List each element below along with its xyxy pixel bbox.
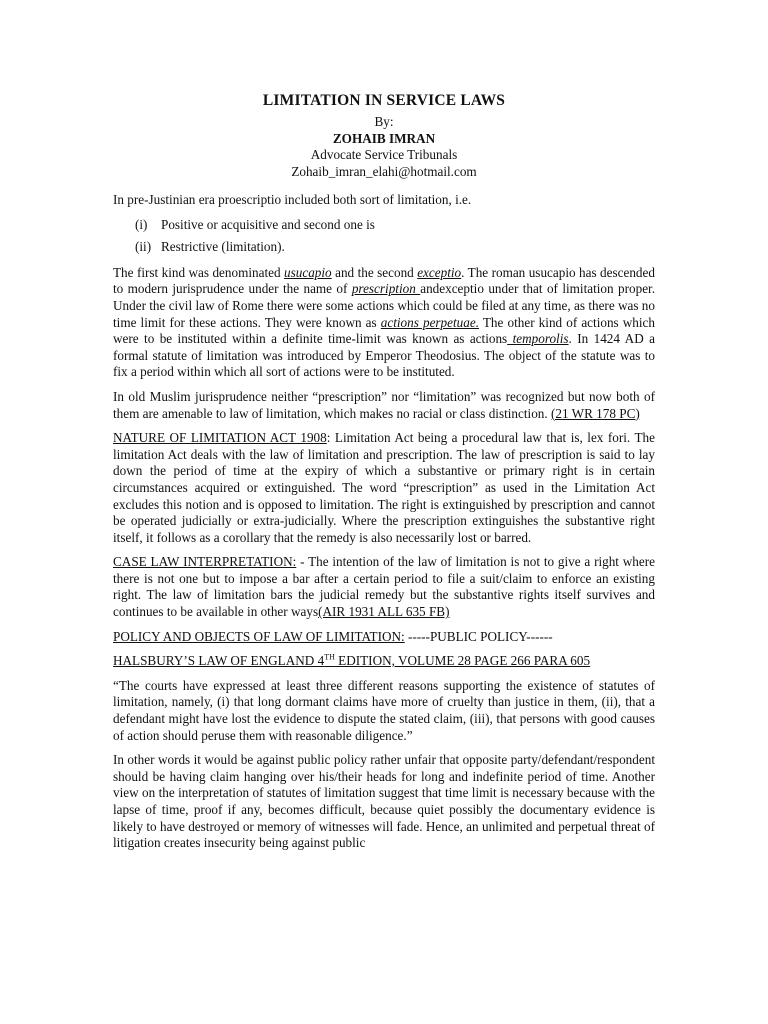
term-exceptio: exceptio bbox=[417, 264, 462, 280]
author-designation: Advocate Service Tribunals bbox=[310, 147, 458, 162]
superscript: TH bbox=[324, 652, 335, 662]
text-run: : Limitation Act being a procedural law that is, lex fori. The limitation Act deals with the law of limitation and prescription. The law of prescription is said to lay down the period of time at the expiry of which a substantive or primary right is in certain circumstances acquired or extinguished. The word “prescription” as used in the Limitation Act excludes this notion and is opposed to limitation. The right is extinguished by prescription and cannot be operated judicially or extra-judicially. Where the prescription extinguishes the substantive right itself, it follows as a corollary that the remedy is also necessarily lost or barred. bbox=[113, 430, 655, 545]
text-run: The other kind of actions which were to be instituted within a definite time-limit was known as actions bbox=[113, 314, 656, 347]
section-heading: CASE LAW INTERPRETATION: bbox=[113, 554, 297, 570]
text-run: HALSBURY’S LAW OF ENGLAND 4 bbox=[113, 653, 325, 669]
paragraph-roman-law bbox=[113, 265, 655, 381]
block-quote: “The courts have expressed at least three different reasons supporting the existence of statutes of limitation, namely, (i) that long dormant claims have more of cruelty than justice in them, (ii), that a defendant might have lost the evidence to dispute the stated claim, (iii), that persons with good causes of action should peruse them with reasonable diligence.” bbox=[113, 677, 655, 743]
by-line: By: bbox=[374, 114, 394, 129]
intro-paragraph: In pre-Justinian era proescriptio included both sort of limitation, i.e. bbox=[113, 192, 472, 207]
citation-air-1931: (AIR 1931 ALL 635 FB) bbox=[318, 604, 450, 620]
paragraph-nature-of-act bbox=[113, 430, 655, 546]
document-title: LIMITATION IN SERVICE LAWS bbox=[262, 92, 506, 109]
text-run: . The roman usucapio has descended to modern jurisprudence under the name of bbox=[113, 264, 655, 297]
text-run: . In 1424 AD a formal statute of limitation was introduced by Emperor Theodosius. The object of the statute was to fix a period within which all sort of actions were to be instituted. bbox=[113, 331, 655, 380]
term-temporolis: temporolis bbox=[507, 331, 569, 347]
list-item bbox=[135, 217, 655, 234]
text-run: - The intention of the law of limitation is not to give a right where there is not one but to impose a bar after a certain period to file a suit/claim to enforce an existing right. The law of limitation bars the judicial remedy but the substantive rights itself survives and continues to be available in other ways bbox=[113, 554, 655, 620]
section-heading: POLICY AND OBJECTS OF LAW OF LIMITATION: bbox=[113, 628, 405, 644]
list-text: Positive or acquisitive and second one is bbox=[161, 216, 375, 232]
text-run: and the second bbox=[331, 264, 418, 280]
text-run: EDITION, VOLUME 28 PAGE 266 PARA 605 bbox=[334, 653, 591, 669]
title-block bbox=[0, 92, 768, 180]
text-run: andexceptio under that of limitation proper. Under the civil law of Rome there were some actions which could be filed at any time, as there was no time limit for these actions. They were known as bbox=[113, 281, 656, 330]
list-text: Restrictive (limitation). bbox=[161, 239, 285, 255]
author-block bbox=[0, 114, 768, 180]
text-run: The first kind was denominated bbox=[113, 264, 285, 280]
list-item bbox=[135, 239, 655, 256]
paragraph-halsbury-heading bbox=[113, 653, 655, 670]
paragraph-public-policy: In other words it would be against public policy rather unfair that opposite party/defendant/respondent should be having claim hanging over his/their heads for long and indefinite period of time. Another view on the interpretation of statutes of limitation suggest that time limit is necessary because with the lapse of time, proof if any, becomes difficult, because quiet possibly the documentary evidence is likely to have destroyed or memory of witnesses will fade. Hence, an unlimited and perpetual threat of litigation creates insecurity being against public bbox=[113, 752, 655, 851]
section-heading: NATURE OF LIMITATION ACT 1908 bbox=[113, 430, 327, 446]
term-prescription: prescription bbox=[351, 281, 421, 297]
term-usucapio: usucapio bbox=[284, 264, 332, 280]
text-run: -----PUBLIC POLICY------ bbox=[404, 628, 553, 644]
citation-21-wr: (21 WR 178 PC) bbox=[551, 405, 640, 421]
term-actions-perpetuae: actions perpetuae. bbox=[380, 314, 480, 330]
list-number: (i) bbox=[135, 216, 148, 232]
author-name: ZOHAIB IMRAN bbox=[332, 130, 436, 146]
paragraph-policy bbox=[113, 629, 655, 646]
list-number: (ii) bbox=[135, 239, 152, 255]
author-email: Zohaib_imran_elahi@hotmail.com bbox=[291, 163, 477, 179]
paragraph-case-law bbox=[113, 554, 655, 620]
text-run: In old Muslim jurisprudence neither “prescription” nor “limitation” was recognized but now both of them are amenable to law of limitation, which makes no racial or class distinction. bbox=[113, 388, 655, 421]
document-body bbox=[113, 192, 655, 860]
paragraph-muslim-jurisprudence bbox=[113, 389, 655, 422]
